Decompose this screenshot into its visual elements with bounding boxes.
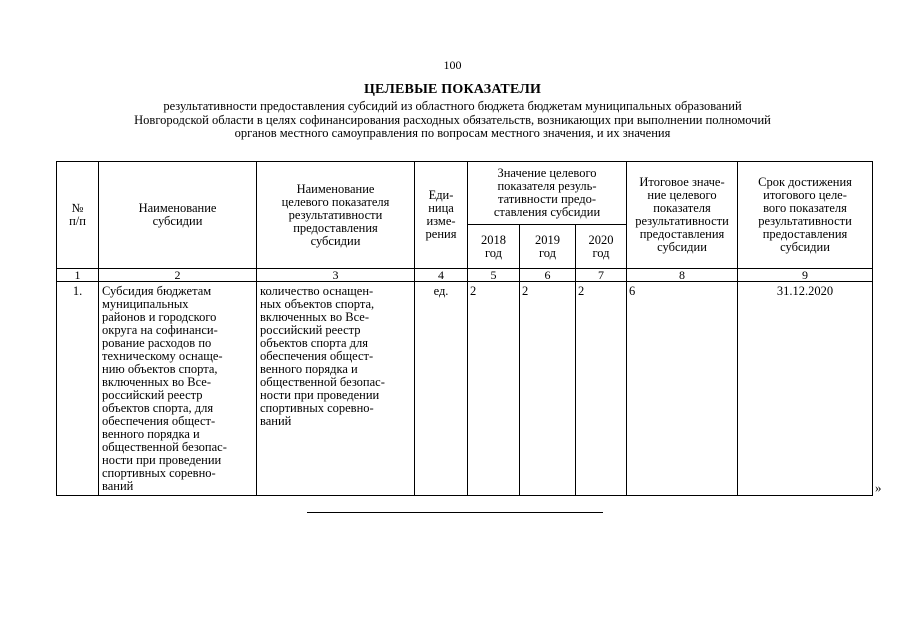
text-line: субсидии xyxy=(310,233,361,248)
text-line: рование расходов по xyxy=(102,336,212,350)
text-line: муниципальных xyxy=(102,297,189,311)
header-num xyxy=(57,162,99,269)
text-line: год xyxy=(484,245,503,260)
page-number: 100 xyxy=(443,58,462,72)
column-number: 3 xyxy=(257,269,415,282)
column-number: 8 xyxy=(627,269,738,282)
text-line: результативности xyxy=(288,207,383,222)
text-line: спортивных соревно- xyxy=(260,401,374,415)
text-line: ница xyxy=(428,201,454,215)
text-line: венного порядка и xyxy=(102,427,200,441)
text-line: предоставления xyxy=(293,220,378,235)
text-line: год xyxy=(592,245,610,260)
text-line: Значение целевого xyxy=(497,166,597,180)
text-line: районов и городского xyxy=(102,310,217,324)
text-line: показателя xyxy=(653,201,711,215)
unit-value: ед. xyxy=(415,282,468,496)
text-line: Итоговое значе- xyxy=(639,175,725,189)
column-number: 5 xyxy=(468,269,520,282)
text-line: вого показателя xyxy=(763,201,847,215)
footer-divider xyxy=(307,512,603,513)
text-line: обеспечения общест- xyxy=(102,414,216,428)
text-line: венного порядка и xyxy=(260,362,358,376)
header-final-value xyxy=(627,162,738,269)
column-number: 6 xyxy=(520,269,576,282)
value-2020: 2 xyxy=(576,282,627,496)
text-line: включенных во Все- xyxy=(260,310,370,324)
text-line: техническому оснаще- xyxy=(102,349,223,363)
header-year-2019 xyxy=(520,225,576,269)
text-line: общественной безопас- xyxy=(102,440,227,454)
column-number: 7 xyxy=(576,269,627,282)
subsidy-name xyxy=(99,282,257,496)
column-number: 2 xyxy=(99,269,257,282)
text-line: целевого показателя xyxy=(281,194,390,209)
table-row xyxy=(57,282,873,496)
text-line: 2019 xyxy=(535,232,560,247)
header-subsidy-name xyxy=(99,162,257,269)
document-subtitle xyxy=(60,100,845,141)
text-line: результативности xyxy=(635,214,729,228)
header-deadline xyxy=(738,162,873,269)
text-line: изме- xyxy=(426,214,456,228)
text-line: ваний xyxy=(102,479,134,493)
final-value: 6 xyxy=(627,282,738,496)
text-line: количество оснащен- xyxy=(260,284,374,298)
deadline-value: 31.12.2020 xyxy=(738,282,873,496)
text-line: тативности предо- xyxy=(497,192,597,206)
header-values-group xyxy=(468,162,627,225)
indicators-table xyxy=(56,161,873,496)
text-line: ных объектов спорта, xyxy=(260,297,375,311)
text-line: Наименование xyxy=(296,181,375,196)
text-line: объектов спорта для xyxy=(260,336,369,350)
text-line: субсидии xyxy=(657,240,707,254)
header-unit xyxy=(415,162,468,269)
value-2018: 2 xyxy=(468,282,520,496)
header-year-2020 xyxy=(576,225,627,269)
text-line: год xyxy=(538,245,557,260)
document-title: ЦЕЛЕВЫЕ ПОКАЗАТЕЛИ xyxy=(363,82,542,97)
subtitle-line: органов местного самоуправления по вопросам местного значения, и их значения xyxy=(234,126,671,140)
text-line: 2018 xyxy=(481,232,506,247)
text-line: субсидии xyxy=(152,214,203,228)
text-line: 2020 xyxy=(588,232,614,247)
column-number: 4 xyxy=(415,269,468,282)
text-line: спортивных соревно- xyxy=(102,466,216,480)
text-line: ние целевого xyxy=(647,188,717,202)
text-line: российский реестр xyxy=(260,323,361,337)
text-line: субсидии xyxy=(780,240,830,254)
text-line: нию объектов спорта, xyxy=(102,362,218,376)
text-line: объектов спорта, для xyxy=(102,401,214,415)
closing-quote: » xyxy=(875,480,882,495)
text-line: Наименование xyxy=(138,201,217,215)
indicator-name xyxy=(257,282,415,496)
text-line: обеспечения общест- xyxy=(260,349,374,363)
text-line: ности при проведении xyxy=(102,453,222,467)
text-line: итогового целе- xyxy=(763,188,847,202)
header-year-2018 xyxy=(468,225,520,269)
text-line: общественной безопас- xyxy=(260,375,385,389)
text-line: показателя резуль- xyxy=(497,179,597,193)
column-number: 1 xyxy=(57,269,99,282)
text-line: результативности xyxy=(758,214,852,228)
text-line: рения xyxy=(425,227,457,241)
text-line: ставления субсидии xyxy=(493,205,601,219)
subtitle-line: Новгородской области в целях софинансирования расходных обязательств, возникающих при выполнении полномочий xyxy=(134,112,771,127)
value-2019: 2 xyxy=(520,282,576,496)
text-line: предоставления xyxy=(762,227,848,241)
text-line: Срок достижения xyxy=(758,175,852,189)
header-indicator-name xyxy=(257,162,415,269)
text-line: Еди- xyxy=(428,188,454,202)
row-number: 1. xyxy=(57,282,99,496)
text-line: российский реестр xyxy=(102,388,203,402)
text-line: № xyxy=(71,201,84,215)
text-line: предоставления xyxy=(639,227,725,241)
column-number: 9 xyxy=(738,269,873,282)
text-line: п/п xyxy=(69,214,86,228)
subtitle-line: результативности предоставления субсидий из областного бюджета бюджетам муниципальных образований xyxy=(163,99,742,113)
text-line: Субсидия бюджетам xyxy=(102,284,212,298)
text-line: округа на софинанси- xyxy=(102,323,218,337)
text-line: включенных во Все- xyxy=(102,375,212,389)
header-row xyxy=(57,162,873,225)
column-numbers-row xyxy=(57,269,873,282)
text-line: ваний xyxy=(260,414,292,428)
text-line: ности при проведении xyxy=(260,388,380,402)
